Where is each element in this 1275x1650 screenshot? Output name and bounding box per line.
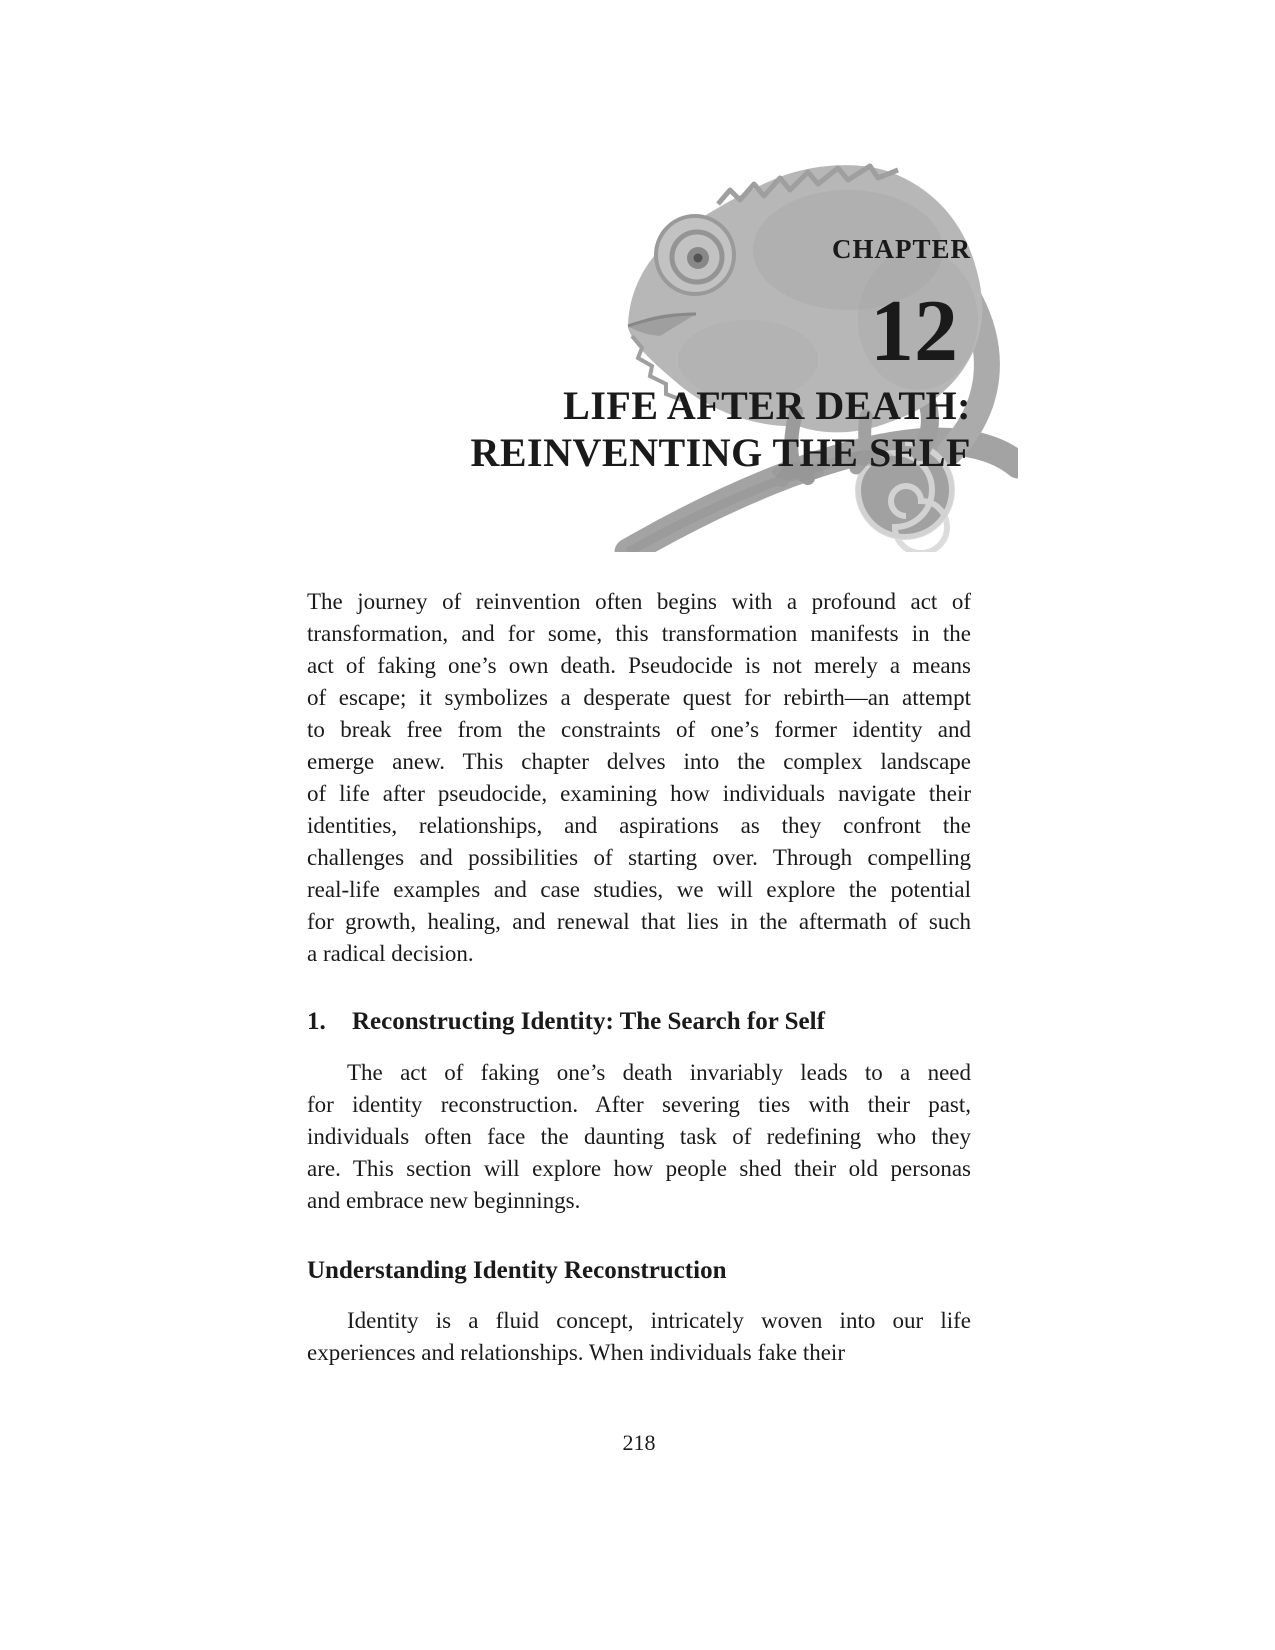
text-line: challenges and possibilities of starting over. Through compelling [307, 845, 971, 870]
text-line: real-life examples and case studies, we will explore the potential [307, 877, 971, 902]
section-number: 1. [307, 1008, 326, 1035]
text-line: Identity is a fluid concept, intricately woven into our life [347, 1308, 971, 1333]
section-paragraph [307, 1057, 971, 1217]
text-line: and embrace new beginnings. [307, 1188, 581, 1213]
text-line: transformation, and for some, this transformation manifests in the [307, 621, 971, 646]
text-line: for growth, healing, and renewal that lies in the aftermath of such [307, 909, 971, 934]
text-line: identities, relationships, and aspirations as they confront the [307, 813, 971, 838]
text-line: The act of faking one’s death invariably leads to a need [347, 1060, 971, 1085]
text-line: emerge anew. This chapter delves into the complex landscape [307, 749, 971, 774]
text-line: of life after pseudocide, examining how individuals navigate their [307, 781, 971, 806]
text-line: The journey of reinvention often begins with a profound act of [307, 589, 971, 614]
chapter-kicker: CHAPTER [831, 234, 971, 264]
text-line: a radical decision. [307, 941, 474, 966]
section-heading [307, 1006, 971, 1038]
text-line: to break free from the constraints of one’s former identity and [307, 717, 971, 742]
text-line: for identity reconstruction. After severing ties with their past, [307, 1092, 971, 1117]
subsection-heading: Understanding Identity Reconstruction [307, 1257, 727, 1284]
subsection-paragraph [307, 1305, 971, 1369]
text-line: are. This section will explore how people shed their old personas [307, 1156, 971, 1181]
chapter-title-line2: REINVENTING THE SELF [470, 430, 971, 475]
text-line: experiences and relationships. When individuals fake their [307, 1340, 845, 1365]
chapter-number: 12 [870, 283, 958, 380]
text-line: act of faking one’s own death. Pseudocide is not merely a means [307, 653, 971, 678]
section-heading-text: Reconstructing Identity: The Search for Self [352, 1008, 825, 1035]
page-number: 218 [622, 1430, 656, 1455]
chapter-title-line1: LIFE AFTER DEATH: [563, 383, 971, 428]
intro-paragraph [307, 586, 971, 970]
chapter-title [307, 382, 971, 476]
text-line: individuals often face the daunting task of redefining who they [307, 1124, 971, 1149]
text-line: of escape; it symbolizes a desperate quest for rebirth—an attempt [307, 685, 971, 710]
